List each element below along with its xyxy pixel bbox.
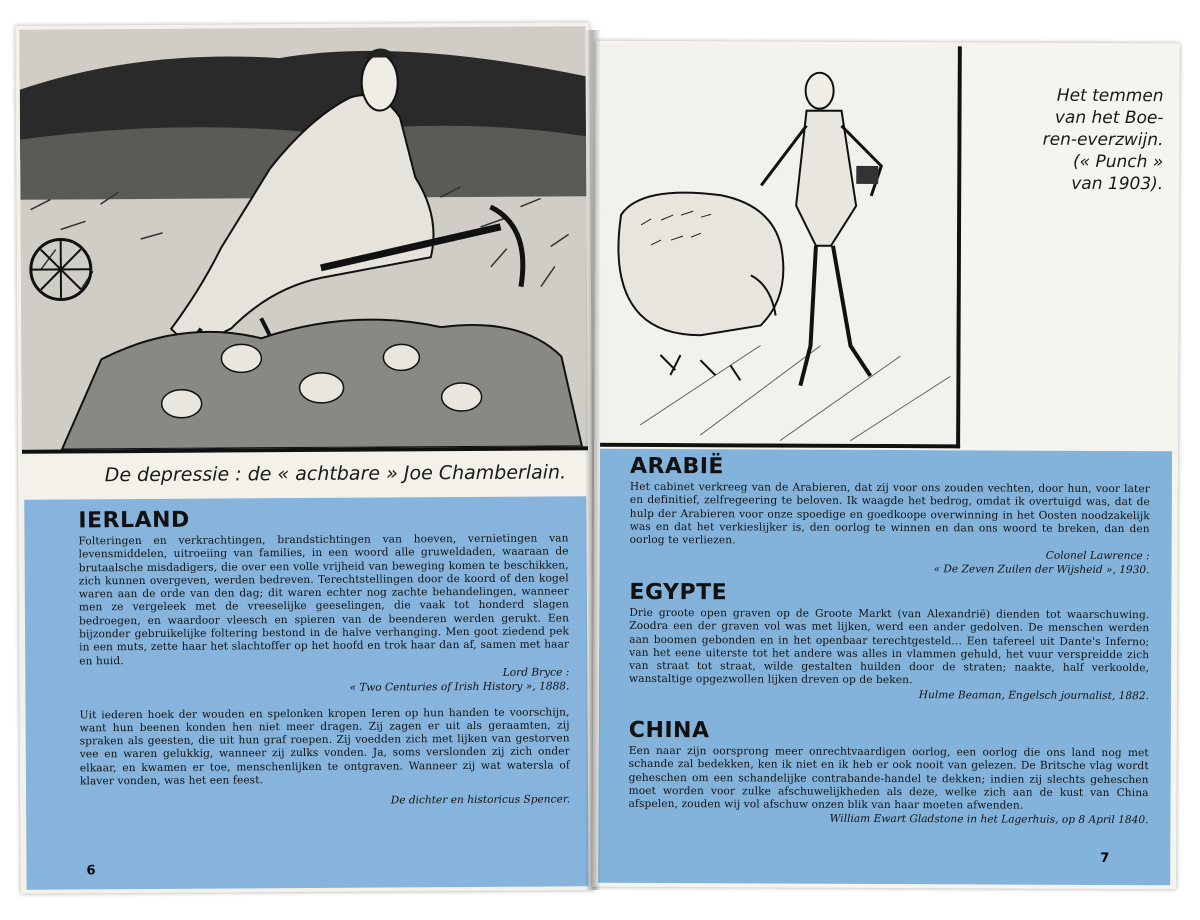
- right-page: [592, 41, 1180, 890]
- punch-cartoon-drawing: [600, 45, 958, 445]
- section-china: [628, 719, 1148, 828]
- heading-china: CHINA: [628, 717, 710, 744]
- left-page: [15, 22, 594, 893]
- heading-arabie: ARABIË: [629, 453, 725, 480]
- arabie-attribution-author: Colonel Lawrence :: [1045, 550, 1150, 563]
- cartoon-drawing: [19, 26, 588, 449]
- heading-ierland: IERLAND: [78, 507, 190, 534]
- ierland-paragraph-1: Folteringen en verkrachtingen, brandstichtingen van hoeven, vernietingen van levensmiddelen, uitroeiing van families, in een woord alle gruweldaden, waaraan de brutaalsche misdadigers, die over een volle vrijheid van beweging komen te beschikken, zich kunnen overgeven, werden bedreven. Terechtstellingen door de koord of den kogel waren aan de orde van den dag; dit waren echter nog zachte behandelingen, wanneer men ze vergeleek met de vreeselijke geeselingen, die vaak tot honderd slagen bedroegen, en waardoor vleesch en spieren van de beenderen werden gerukt. Een bijzonder gebruikelijke foltering bestond in de halve verhanging. Men goot ziedend pek in een muts, zette haar het slachtoffer op het hoofd en trok haar dan af, samen met haar en huid.: [78, 532, 570, 668]
- arabie-body: Het cabinet verkreeg van de Arabieren, dat zij voor ons zouden vechten, door hun, voor later en definitief, zelfregeering te beloven. Ik waagde het bedrog, omdat ik overtuigd was, dat de hulp der Arabieren voor onze spoedige en goedkoope overwinning in het Oosten noodzakelijk was en dat het verkieslijker is, den oorlog te winnen en dan ons woord te breken, dan den oorlog te verliezen.: [629, 480, 1150, 547]
- page-number-left: 6: [86, 863, 96, 879]
- section-arabie: [630, 455, 1151, 577]
- heading-egypte: EGYPTE: [629, 579, 728, 606]
- ierland-paragraph-2: Uit iederen hoek der wouden en spelonken kropen Ieren op hun handen te voorschijn, want hun beenen konden hen niet meer dragen. Zij zagen er uit als geraamten, zij spraken als geesten, die uit hun graf roepen. Zij voedden zich met lijken van gestorven vee en waren gelukkig, wanneer zij zulks vonden. Ja, soms verslonden zij zich onder elkaar, en kwamen er toe, menschenlijken te ontgraven. Wanneer zij wat watersla of klaver vonden, was het een feest.: [79, 705, 570, 788]
- section-egypte: [629, 581, 1150, 703]
- ierland-attribution-author: Lord Bryce :: [502, 666, 570, 679]
- arabie-attribution-work: « De Zeven Zuilen der Wijsheid », 1930.: [933, 562, 1150, 576]
- cartoon-caption: De depressie : de « achtbare » Joe Chamberlain.: [104, 461, 567, 487]
- china-attribution: William Ewart Gladstone in het Lagerhuis, op 8 April 1840.: [829, 813, 1149, 827]
- book-gutter: [585, 30, 601, 890]
- egypte-attribution: Hulme Beaman, Engelsch journalist, 1882.: [918, 688, 1150, 702]
- page-number-right: 7: [1100, 850, 1110, 866]
- ierland-attribution-spencer: De dichter en historicus Spencer.: [390, 793, 571, 807]
- punch-cartoon-caption: Het temmen van het Boe- ren-everzwijn. (« Punch » van 1903).: [1042, 85, 1164, 195]
- section-ierland: [78, 506, 570, 810]
- ierland-attribution-work: « Two Centuries of Irish History », 1888.: [349, 680, 570, 694]
- chamberlain-cartoon-illustration: [19, 26, 588, 453]
- china-body: Een naar zijn oorsprong meer onrechtvaardigen oorlog, een oorlog die ons land nog met schande zal bedekken, ken ik niet en ik heb er ook nooit van gelezen. De Britsche vlag wordt geheschen om een schandelijke contrabande-handel te dekken; indien zij slechts geheschen moet worden voor zulke afschuwelijkheden als deze, welke zich aan de kust van China afspelen, zouden wij vol afschuw onzen blik van haar moeten afwenden.: [628, 744, 1149, 812]
- egypte-body: Drie groote open graven op de Groote Markt (van Alexandrië) dienden tot waarschuwing. Zoodra een der graven vol was met lijken, werd een ander gedolven. De menschen werden aan boomen gebonden en in het openbaar terechtgesteld... Een tafereel uit Dante's Inferno; van het eene uiterste tot het andere was alles in vlammen gehuld, het vuur verspreidde zich van straat tot straat, wilde gestalten huilden door de straten; naakte, half verkoolde, wanstaltige opgezwollen lijken dreven op de beken.: [629, 606, 1150, 687]
- boer-boar-cartoon-illustration: [600, 45, 962, 449]
